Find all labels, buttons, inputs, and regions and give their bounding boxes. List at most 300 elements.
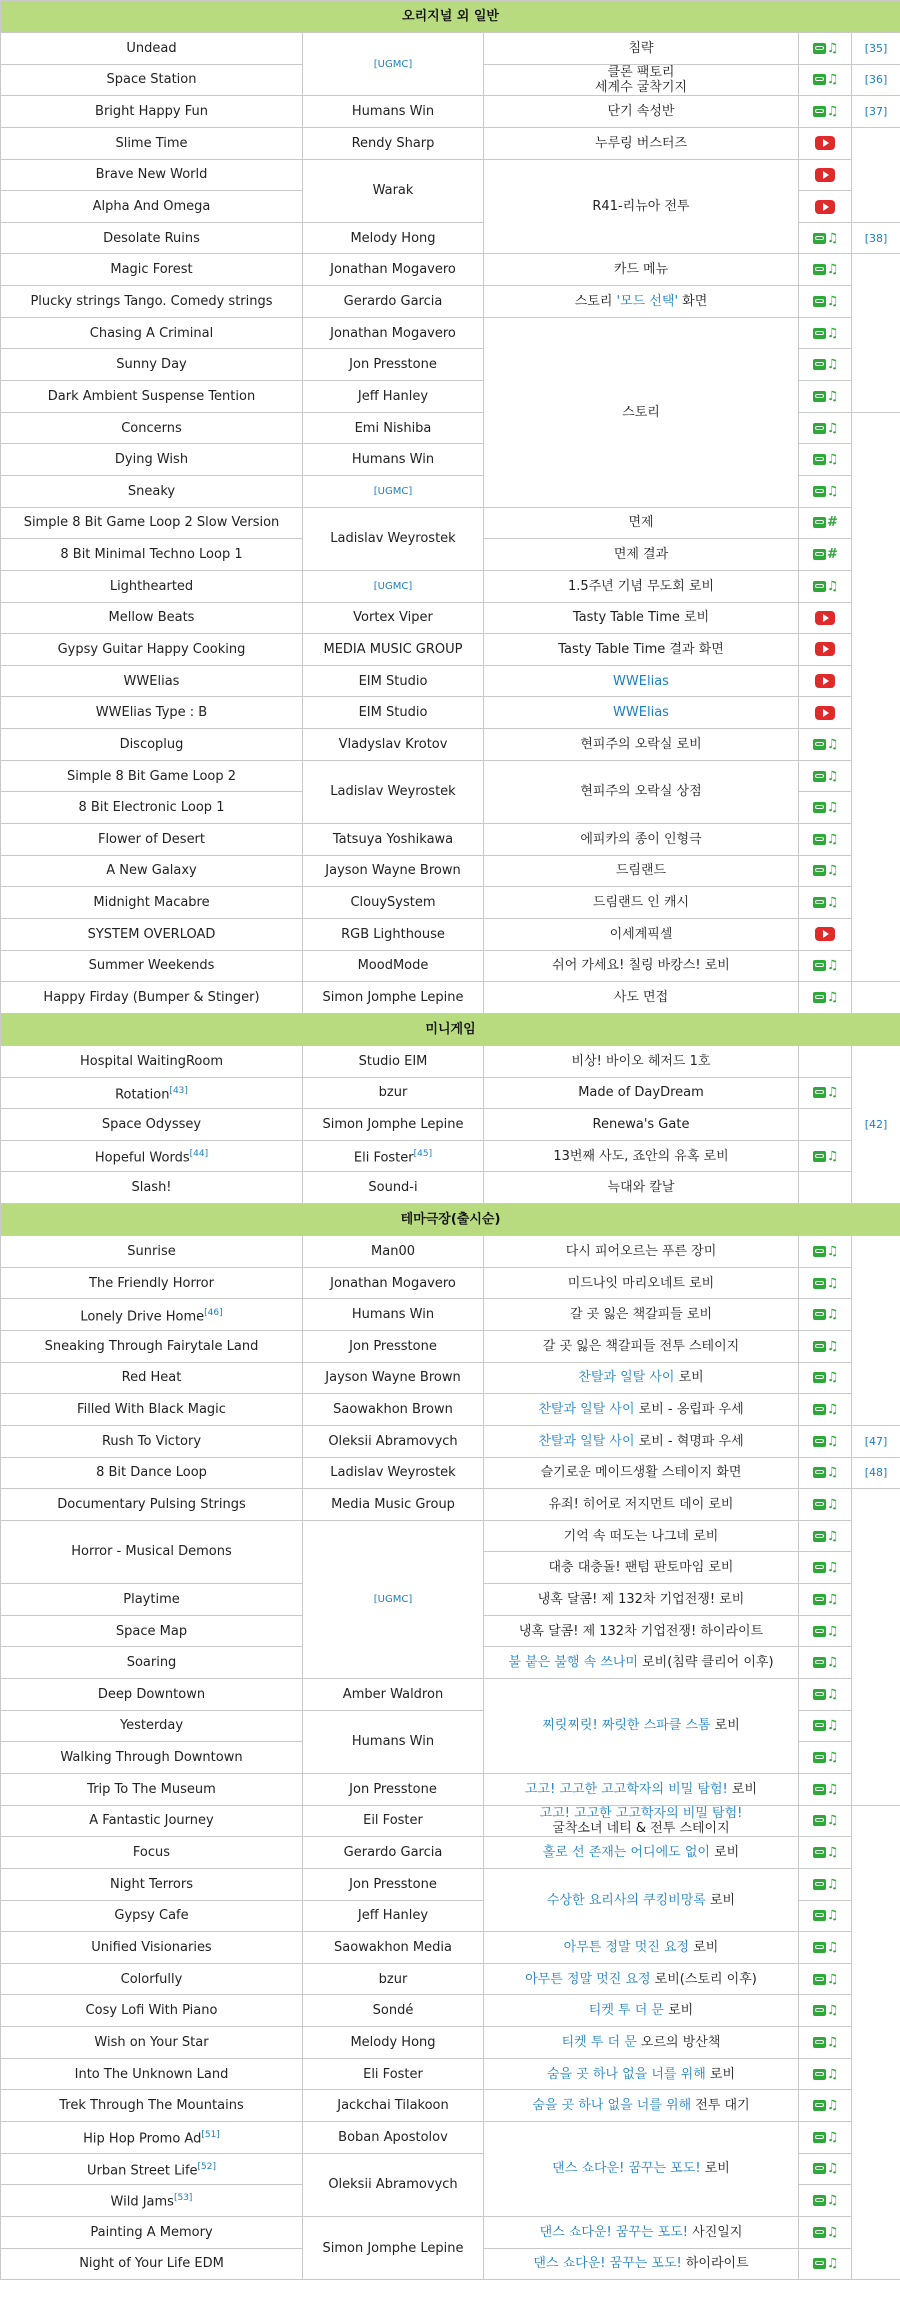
reference-label[interactable]: [37] bbox=[864, 105, 888, 119]
gamepad-icon[interactable] bbox=[813, 1151, 826, 1162]
gamepad-icon[interactable] bbox=[813, 865, 826, 876]
gamepad-icon[interactable] bbox=[813, 1087, 826, 1098]
gamepad-icon[interactable] bbox=[813, 1278, 826, 1289]
location-text: 고고! 고고한 고고학자의 비밀 탐험! 로비 bbox=[524, 1781, 757, 1797]
gamepad-icon[interactable] bbox=[813, 1815, 826, 1826]
cell-text: Ladislav Weyrostek bbox=[303, 507, 484, 570]
cell-text: Lonely Drive Home bbox=[80, 1308, 205, 1324]
reference-label[interactable]: [48] bbox=[864, 1466, 888, 1480]
table-row bbox=[1, 1773, 900, 1805]
gamepad-icon[interactable] bbox=[813, 1562, 826, 1573]
music-note-icon[interactable]: ♫ bbox=[826, 483, 839, 499]
gamepad-music-icons bbox=[799, 855, 852, 887]
location-link[interactable]: 찬탈과 일탈 사이 bbox=[578, 1370, 675, 1386]
music-note-icon[interactable]: ♫ bbox=[826, 958, 839, 974]
gamepad-music-icons bbox=[799, 96, 852, 128]
youtube-cell bbox=[799, 697, 852, 729]
music-note-icon[interactable]: ♫ bbox=[826, 388, 839, 404]
table-row bbox=[1, 982, 900, 1014]
cell-text: Jon Presstone bbox=[303, 1773, 484, 1805]
gamepad-hash-icons bbox=[799, 507, 852, 539]
table-row bbox=[1, 665, 900, 697]
table-row bbox=[1, 887, 900, 919]
track-title: Cosy Lofi With Piano bbox=[1, 1995, 303, 2027]
gamepad-music-icons bbox=[799, 1457, 852, 1489]
music-note-icon[interactable]: ♫ bbox=[826, 1307, 839, 1323]
cell-text: 늑대와 칼날 bbox=[484, 1172, 799, 1204]
gamepad-icon[interactable] bbox=[813, 1657, 826, 1668]
location-text: 숨을 곳 하나 없을 너를 위해 로비 bbox=[546, 2066, 736, 2082]
location-link[interactable]: 고고! 고고한 고고학자의 비밀 탐험! bbox=[539, 1805, 743, 1821]
location-link[interactable]: 찬탈과 일탈 사이 bbox=[538, 1433, 635, 1449]
gamepad-music-icons bbox=[799, 286, 852, 318]
gamepad-icon[interactable] bbox=[813, 1784, 826, 1795]
cell-text: 미드나잇 마리오네트 로비 bbox=[484, 1267, 799, 1299]
gamepad-music-icons bbox=[799, 1900, 852, 1932]
location-link[interactable]: 고고! 고고한 고고학자의 비밀 탐험! bbox=[524, 1781, 728, 1797]
location-text: 아무튼 정말 멋진 요정 로비 bbox=[563, 1939, 719, 1955]
music-note-icon[interactable]: ♫ bbox=[826, 1370, 839, 1386]
music-note-icon[interactable]: ♫ bbox=[826, 1813, 839, 1829]
music-note-icon[interactable]: ♫ bbox=[826, 325, 839, 341]
gamepad-icon[interactable] bbox=[813, 2258, 826, 2269]
gamepad-icon[interactable] bbox=[813, 486, 826, 497]
location-text: 댄스 쇼다운! 꿈꾸는 포도! 로비 bbox=[552, 2161, 730, 2177]
location-text: 찬탈과 일탈 사이 로비 - 혁명파 우세 bbox=[538, 1433, 744, 1449]
gamepad-music-icons bbox=[799, 1489, 852, 1521]
location-link[interactable]: 수상한 요리사의 쿠킹비망록 bbox=[546, 1892, 706, 1908]
music-note-icon[interactable]: ♫ bbox=[826, 863, 839, 879]
gamepad-icon[interactable] bbox=[813, 106, 826, 117]
gamepad-icon[interactable] bbox=[813, 1942, 826, 1953]
music-note-icon[interactable]: ♫ bbox=[826, 2224, 839, 2240]
music-note-icon[interactable]: ♫ bbox=[826, 357, 839, 373]
youtube-cell bbox=[799, 665, 852, 697]
location-link[interactable]: 찌릿찌릿! 짜릿한 스파클 스톰 bbox=[542, 1718, 711, 1734]
music-note-icon[interactable]: ♫ bbox=[826, 2161, 839, 2177]
location-link[interactable]: 댄스 쇼다운! 꿈꾸는 포도! bbox=[539, 2224, 689, 2240]
cell-text: Simon Jomphe Lepine bbox=[303, 1109, 484, 1141]
footnote-ref[interactable]: [46] bbox=[204, 1307, 223, 1318]
location-cell bbox=[484, 2027, 799, 2059]
track-title: Alpha And Omega bbox=[1, 191, 303, 223]
music-note-icon[interactable]: ♫ bbox=[826, 990, 839, 1006]
music-note-icon[interactable]: ♫ bbox=[826, 1686, 839, 1702]
music-note-icon[interactable]: ♫ bbox=[826, 1243, 839, 1259]
track-title: Sneaky bbox=[1, 475, 303, 507]
music-note-icon[interactable]: ♫ bbox=[826, 2129, 839, 2145]
cell-text: 현피주의 오락실 로비 bbox=[484, 729, 799, 761]
gamepad-icon[interactable] bbox=[813, 233, 826, 244]
music-note-icon[interactable]: ♫ bbox=[826, 2003, 839, 2019]
music-note-icon[interactable]: ♫ bbox=[826, 1718, 839, 1734]
gamepad-icon[interactable] bbox=[813, 2227, 826, 2238]
gamepad-icon[interactable] bbox=[813, 328, 826, 339]
location-link[interactable]: 불 붙은 불행 속 쓰나미 bbox=[508, 1655, 638, 1671]
gamepad-music-icons bbox=[799, 1299, 852, 1331]
table-row bbox=[1, 2090, 900, 2122]
cell-text: Vladyslav Krotov bbox=[303, 729, 484, 761]
hash-icon[interactable]: # bbox=[827, 515, 838, 531]
music-note-icon[interactable]: ♫ bbox=[826, 2193, 839, 2209]
gamepad-icon[interactable] bbox=[813, 897, 826, 908]
track-title: Lighthearted bbox=[1, 570, 303, 602]
music-note-icon[interactable]: ♫ bbox=[826, 1275, 839, 1291]
location-cell bbox=[484, 1773, 799, 1805]
gamepad-icon[interactable] bbox=[813, 549, 826, 560]
cell-text: Amber Waldron bbox=[303, 1679, 484, 1711]
table-row bbox=[1, 570, 900, 602]
gamepad-music-icons bbox=[799, 412, 852, 444]
youtube-icon[interactable] bbox=[815, 674, 835, 688]
gamepad-icon[interactable] bbox=[813, 2163, 826, 2174]
table-row bbox=[1, 824, 900, 856]
music-note-icon[interactable]: ♫ bbox=[826, 1497, 839, 1512]
gamepad-music-icons bbox=[799, 317, 852, 349]
track-title: Space Map bbox=[1, 1615, 303, 1647]
youtube-icon[interactable] bbox=[815, 136, 835, 150]
table-row bbox=[1, 1963, 900, 1995]
footnote-ref[interactable]: [44] bbox=[189, 1148, 209, 1159]
gamepad-icon[interactable] bbox=[813, 1626, 826, 1637]
gamepad-icon[interactable] bbox=[813, 1847, 826, 1858]
location-text: 숨을 곳 하나 없을 너를 위해 전투 대기 bbox=[532, 2098, 750, 2114]
track-title: 대충 대충돌! 팬텀 판토마임 로비 bbox=[484, 1552, 799, 1584]
music-note-icon[interactable]: ♫ bbox=[826, 2066, 839, 2082]
gamepad-music-icons bbox=[799, 475, 852, 507]
reference-label[interactable]: [47] bbox=[864, 1434, 888, 1448]
table-row bbox=[1, 1520, 900, 1552]
cell-text: Emi Nishiba bbox=[303, 412, 484, 444]
music-note-icon[interactable]: ♫ bbox=[826, 1433, 839, 1449]
gamepad-icon[interactable] bbox=[813, 359, 826, 370]
gamepad-icon[interactable] bbox=[813, 960, 826, 971]
music-note-icon[interactable]: ♫ bbox=[826, 2098, 839, 2114]
gamepad-music-icons bbox=[799, 2248, 852, 2280]
music-note-icon[interactable]: ♫ bbox=[826, 1623, 839, 1639]
gamepad-icon[interactable] bbox=[813, 1404, 826, 1415]
location-link[interactable]: 홀로 선 존재는 어디에도 없이 bbox=[542, 1845, 710, 1861]
gamepad-icon[interactable] bbox=[813, 992, 826, 1003]
cell-text: Jackchai Tilakoon bbox=[303, 2090, 484, 2122]
ugmc-label[interactable]: [UGMC] bbox=[373, 486, 413, 498]
reference-label[interactable]: [35] bbox=[864, 41, 888, 55]
music-note-icon[interactable]: ♫ bbox=[826, 1655, 839, 1671]
location-link[interactable]: 티켓 투 더 문 bbox=[588, 2003, 664, 2019]
location-cell bbox=[484, 1995, 799, 2027]
track-title: Flower of Desert bbox=[1, 824, 303, 856]
gamepad-icon[interactable] bbox=[813, 391, 826, 402]
ugmc-link bbox=[303, 1520, 484, 1678]
music-note-icon[interactable]: ♫ bbox=[826, 1845, 839, 1861]
music-note-icon[interactable]: ♫ bbox=[826, 420, 839, 436]
music-note-icon[interactable]: ♫ bbox=[826, 578, 839, 594]
cell-text: RGB Lighthouse bbox=[303, 918, 484, 950]
music-note-icon[interactable]: ♫ bbox=[826, 1939, 839, 1955]
location-link[interactable]: 댄스 쇼다운! 꿈꾸는 포도! bbox=[552, 2161, 701, 2177]
track-title: Slash! bbox=[1, 1172, 303, 1204]
location-link[interactable]: 찬탈과 일탈 사이 bbox=[538, 1402, 635, 1418]
ugmc-link bbox=[303, 33, 484, 96]
cell-text: 현피주의 오락실 상점 bbox=[484, 760, 799, 823]
music-note-icon[interactable]: ♫ bbox=[826, 768, 839, 784]
gamepad-music-icons bbox=[799, 1773, 852, 1805]
table-row bbox=[1, 1425, 900, 1457]
cell-text: Melody Hong bbox=[303, 2027, 484, 2059]
footnote-ref[interactable]: [53] bbox=[173, 2193, 193, 2204]
track-title: 8 Bit Minimal Techno Loop 1 bbox=[1, 539, 303, 571]
cell-text: Oleksii Abramovych bbox=[303, 1425, 484, 1457]
footnote-ref[interactable]: [45] bbox=[413, 1148, 433, 1159]
footnote-ref[interactable]: [51] bbox=[201, 2130, 220, 2141]
gamepad-music-icons bbox=[799, 1679, 852, 1711]
location-link-text[interactable]: WWElias bbox=[613, 705, 669, 721]
gamepad-icon[interactable] bbox=[813, 1531, 826, 1542]
gamepad-icon[interactable] bbox=[813, 1436, 826, 1447]
ugmc-label[interactable]: [UGMC] bbox=[373, 581, 413, 593]
gamepad-music-icons bbox=[799, 1615, 852, 1647]
youtube-cell bbox=[799, 159, 852, 191]
youtube-icon[interactable] bbox=[815, 642, 835, 656]
gamepad-icon[interactable] bbox=[813, 1879, 826, 1890]
cell-text: R41-리뉴아 전투 bbox=[484, 159, 799, 254]
table-row bbox=[1, 159, 900, 191]
ugmc-label[interactable]: [UGMC] bbox=[373, 59, 413, 71]
hash-icon[interactable]: # bbox=[827, 547, 838, 563]
ugmc-label[interactable]: [UGMC] bbox=[373, 1594, 413, 1606]
gamepad-icon[interactable] bbox=[813, 2100, 826, 2111]
youtube-icon[interactable] bbox=[815, 200, 835, 214]
section-title: 미니게임 bbox=[1, 1013, 900, 1045]
cell-text: 침략 bbox=[484, 33, 799, 65]
location-cell bbox=[484, 1932, 799, 1964]
track-title: Wish on Your Star bbox=[1, 2027, 303, 2059]
track-title: Summer Weekends bbox=[1, 950, 303, 982]
cell-with-footnote bbox=[1, 1077, 303, 1109]
gamepad-icon[interactable] bbox=[813, 423, 826, 434]
cell-text: Gerardo Garcia bbox=[303, 286, 484, 318]
gamepad-icon[interactable] bbox=[813, 1372, 826, 1383]
gamepad-icon[interactable] bbox=[813, 771, 826, 782]
music-note-icon[interactable]: ♫ bbox=[826, 1876, 839, 1892]
location-text: 티켓 투 더 문 오르의 방산책 bbox=[561, 2034, 721, 2050]
cell-text: 사도 면접 bbox=[484, 982, 799, 1014]
location-cell bbox=[484, 1394, 799, 1426]
cell-text: Tasty Table Time 로비 bbox=[484, 602, 799, 634]
music-note-icon[interactable]: ♫ bbox=[826, 452, 839, 468]
cell-text: 단기 속성반 bbox=[484, 96, 799, 128]
gamepad-icon[interactable] bbox=[813, 43, 826, 54]
track-title: Brave New World bbox=[1, 159, 303, 191]
music-note-icon[interactable]: ♫ bbox=[826, 72, 839, 88]
music-note-icon[interactable]: ♫ bbox=[826, 1402, 839, 1418]
location-cell bbox=[484, 1805, 799, 1837]
track-title: SYSTEM OVERLOAD bbox=[1, 918, 303, 950]
gamepad-icon[interactable] bbox=[813, 1752, 826, 1763]
location-link[interactable]: 아무튼 정말 멋진 요정 bbox=[525, 1971, 651, 1987]
cell-text: Sound-i bbox=[303, 1172, 484, 1204]
track-title: Simple 8 Bit Game Loop 2 Slow Version bbox=[1, 507, 303, 539]
table-row bbox=[1, 1995, 900, 2027]
cell-with-footnote bbox=[1, 2153, 303, 2185]
music-note-icon[interactable]: ♫ bbox=[826, 1781, 839, 1797]
youtube-cell bbox=[799, 634, 852, 666]
table-row bbox=[1, 634, 900, 666]
track-title: Playtime bbox=[1, 1584, 303, 1616]
music-note-icon[interactable]: ♫ bbox=[826, 1750, 839, 1766]
gamepad-icon[interactable] bbox=[813, 2132, 826, 2143]
music-note-icon[interactable]: ♫ bbox=[826, 104, 839, 120]
reference-link bbox=[852, 1457, 900, 1489]
location-link[interactable]: 티켓 투 더 문 bbox=[561, 2034, 637, 2050]
track-title: Dying Wish bbox=[1, 444, 303, 476]
section-header-row bbox=[1, 1, 900, 33]
music-note-icon[interactable]: ♫ bbox=[826, 230, 839, 246]
cell-text: Melody Hong bbox=[303, 222, 484, 254]
gamepad-music-icons bbox=[799, 349, 852, 381]
gamepad-music-icons bbox=[799, 1425, 852, 1457]
music-note-icon[interactable]: ♫ bbox=[826, 2256, 839, 2272]
youtube-icon[interactable] bbox=[815, 927, 835, 941]
music-note-icon[interactable]: ♫ bbox=[826, 1085, 839, 1101]
youtube-icon[interactable] bbox=[815, 611, 835, 625]
gamepad-icon[interactable] bbox=[813, 581, 826, 592]
music-note-icon[interactable]: ♫ bbox=[826, 1591, 839, 1607]
gamepad-icon[interactable] bbox=[813, 1309, 826, 1320]
gamepad-icon[interactable] bbox=[813, 74, 826, 85]
music-note-icon[interactable]: ♫ bbox=[826, 1908, 839, 1924]
location-text: 찬탈과 일탈 사이 로비 bbox=[578, 1370, 704, 1386]
gamepad-icon[interactable] bbox=[813, 2037, 826, 2048]
track-title: Bright Happy Fun bbox=[1, 96, 303, 128]
track-title: Plucky strings Tango. Comedy strings bbox=[1, 286, 303, 318]
table-row bbox=[1, 1489, 900, 1521]
table-row bbox=[1, 317, 900, 349]
gamepad-music-icons bbox=[799, 1963, 852, 1995]
track-title: Space Station bbox=[1, 64, 303, 96]
music-note-icon[interactable]: ♫ bbox=[826, 800, 839, 816]
cell-text: EIM Studio bbox=[303, 665, 484, 697]
gamepad-icon[interactable] bbox=[813, 834, 826, 845]
table-row bbox=[1, 2058, 900, 2090]
location-cell bbox=[484, 1647, 799, 1679]
gamepad-icon[interactable] bbox=[813, 1720, 826, 1731]
table-row bbox=[1, 1172, 900, 1204]
gamepad-icon[interactable] bbox=[813, 1689, 826, 1700]
footnote-ref[interactable]: [52] bbox=[197, 2161, 216, 2172]
track-title: Concerns bbox=[1, 412, 303, 444]
music-note-icon[interactable]: ♫ bbox=[826, 1338, 839, 1354]
cell-text: Made of DayDream bbox=[484, 1077, 799, 1109]
gamepad-icon[interactable] bbox=[813, 1246, 826, 1257]
music-note-icon[interactable]: ♫ bbox=[826, 40, 839, 56]
gamepad-icon[interactable] bbox=[813, 1499, 826, 1510]
reference-label[interactable]: [36] bbox=[864, 73, 888, 87]
music-note-icon[interactable]: ♫ bbox=[826, 1528, 839, 1544]
music-table-body bbox=[1, 1, 900, 2280]
cell-text: Jon Presstone bbox=[303, 1868, 484, 1900]
cell-text: Humans Win bbox=[303, 444, 484, 476]
cell-with-footnote bbox=[1, 2122, 303, 2154]
music-note-icon[interactable]: ♫ bbox=[826, 1971, 839, 1987]
cell-text: Boban Apostolov bbox=[303, 2122, 484, 2154]
cell-text: Tasty Table Time 결과 화면 bbox=[484, 634, 799, 666]
location-link[interactable]: 숨을 곳 하나 없을 너를 위해 bbox=[532, 2098, 692, 2114]
music-note-icon[interactable]: ♫ bbox=[826, 262, 839, 278]
table-row bbox=[1, 1267, 900, 1299]
gamepad-icon[interactable] bbox=[813, 739, 826, 750]
music-note-icon[interactable]: ♫ bbox=[826, 736, 839, 752]
track-title: Filled With Black Magic bbox=[1, 1394, 303, 1426]
cell-text: 냉혹 달콤! 제 132차 기업전쟁! 로비 bbox=[484, 1584, 799, 1616]
music-note-icon[interactable]: ♫ bbox=[826, 895, 839, 911]
gamepad-icon[interactable] bbox=[813, 517, 826, 528]
gamepad-icon[interactable] bbox=[813, 1594, 826, 1605]
location-cell bbox=[484, 286, 799, 318]
gamepad-music-icons bbox=[799, 2185, 852, 2217]
gamepad-music-icons bbox=[799, 1077, 852, 1109]
reference-label[interactable]: [42] bbox=[864, 1117, 888, 1131]
music-note-icon[interactable]: ♫ bbox=[826, 1560, 839, 1576]
gamepad-music-icons bbox=[799, 1236, 852, 1268]
cell-text: EIM Studio bbox=[303, 697, 484, 729]
youtube-icon[interactable] bbox=[815, 706, 835, 720]
location-cell bbox=[484, 1837, 799, 1869]
youtube-icon[interactable] bbox=[815, 168, 835, 182]
location-text: 아무튼 정말 멋진 요정 로비(스토리 이후) bbox=[525, 1971, 757, 1987]
music-note-icon[interactable]: ♫ bbox=[826, 2034, 839, 2050]
table-row bbox=[1, 918, 900, 950]
gamepad-icon[interactable] bbox=[813, 802, 826, 813]
gamepad-icon[interactable] bbox=[813, 1974, 826, 1985]
gamepad-music-icons bbox=[799, 381, 852, 413]
cell-text bbox=[799, 1045, 852, 1077]
cell-text: Rotation bbox=[115, 1086, 170, 1102]
cell-text bbox=[852, 254, 900, 412]
music-note-icon[interactable]: ♫ bbox=[826, 293, 839, 309]
music-note-icon[interactable]: ♫ bbox=[826, 1148, 839, 1164]
gamepad-icon[interactable] bbox=[813, 2195, 826, 2206]
location-link[interactable]: 댄스 쇼다운! 꿈꾸는 포도! bbox=[533, 2256, 682, 2272]
music-note-icon[interactable]: ♫ bbox=[826, 1465, 839, 1481]
footnote-ref[interactable]: [43] bbox=[169, 1085, 188, 1096]
gamepad-icon[interactable] bbox=[813, 1341, 826, 1352]
cell-text: 면제 bbox=[484, 507, 799, 539]
gamepad-icon[interactable] bbox=[813, 2069, 826, 2080]
location-link-text[interactable]: WWElias bbox=[613, 673, 669, 689]
gamepad-music-icons bbox=[799, 1710, 852, 1742]
location-link[interactable]: 아무튼 정말 멋진 요정 bbox=[563, 1939, 690, 1955]
gamepad-icon[interactable] bbox=[813, 264, 826, 275]
cell-text: 에피카의 종이 인형극 bbox=[484, 824, 799, 856]
track-title: Sunny Day bbox=[1, 349, 303, 381]
gamepad-music-icons bbox=[799, 1742, 852, 1774]
track-title: A Fantastic Journey bbox=[1, 1805, 303, 1837]
gamepad-icon[interactable] bbox=[813, 454, 826, 465]
track-title: Simple 8 Bit Game Loop 2 bbox=[1, 760, 303, 792]
table-row bbox=[1, 1679, 900, 1711]
location-link[interactable]: 숨을 곳 하나 없을 너를 위해 bbox=[546, 2066, 706, 2082]
gamepad-icon[interactable] bbox=[813, 1467, 826, 1478]
location-cell bbox=[484, 2090, 799, 2122]
track-title: Magic Forest bbox=[1, 254, 303, 286]
music-note-icon[interactable]: ♫ bbox=[826, 831, 839, 847]
reference-label[interactable]: [38] bbox=[864, 231, 888, 245]
gamepad-icon[interactable] bbox=[813, 1910, 826, 1921]
gamepad-icon[interactable] bbox=[813, 296, 826, 307]
gamepad-icon[interactable] bbox=[813, 2005, 826, 2016]
cell-text: 누루링 버스터즈 bbox=[484, 127, 799, 159]
